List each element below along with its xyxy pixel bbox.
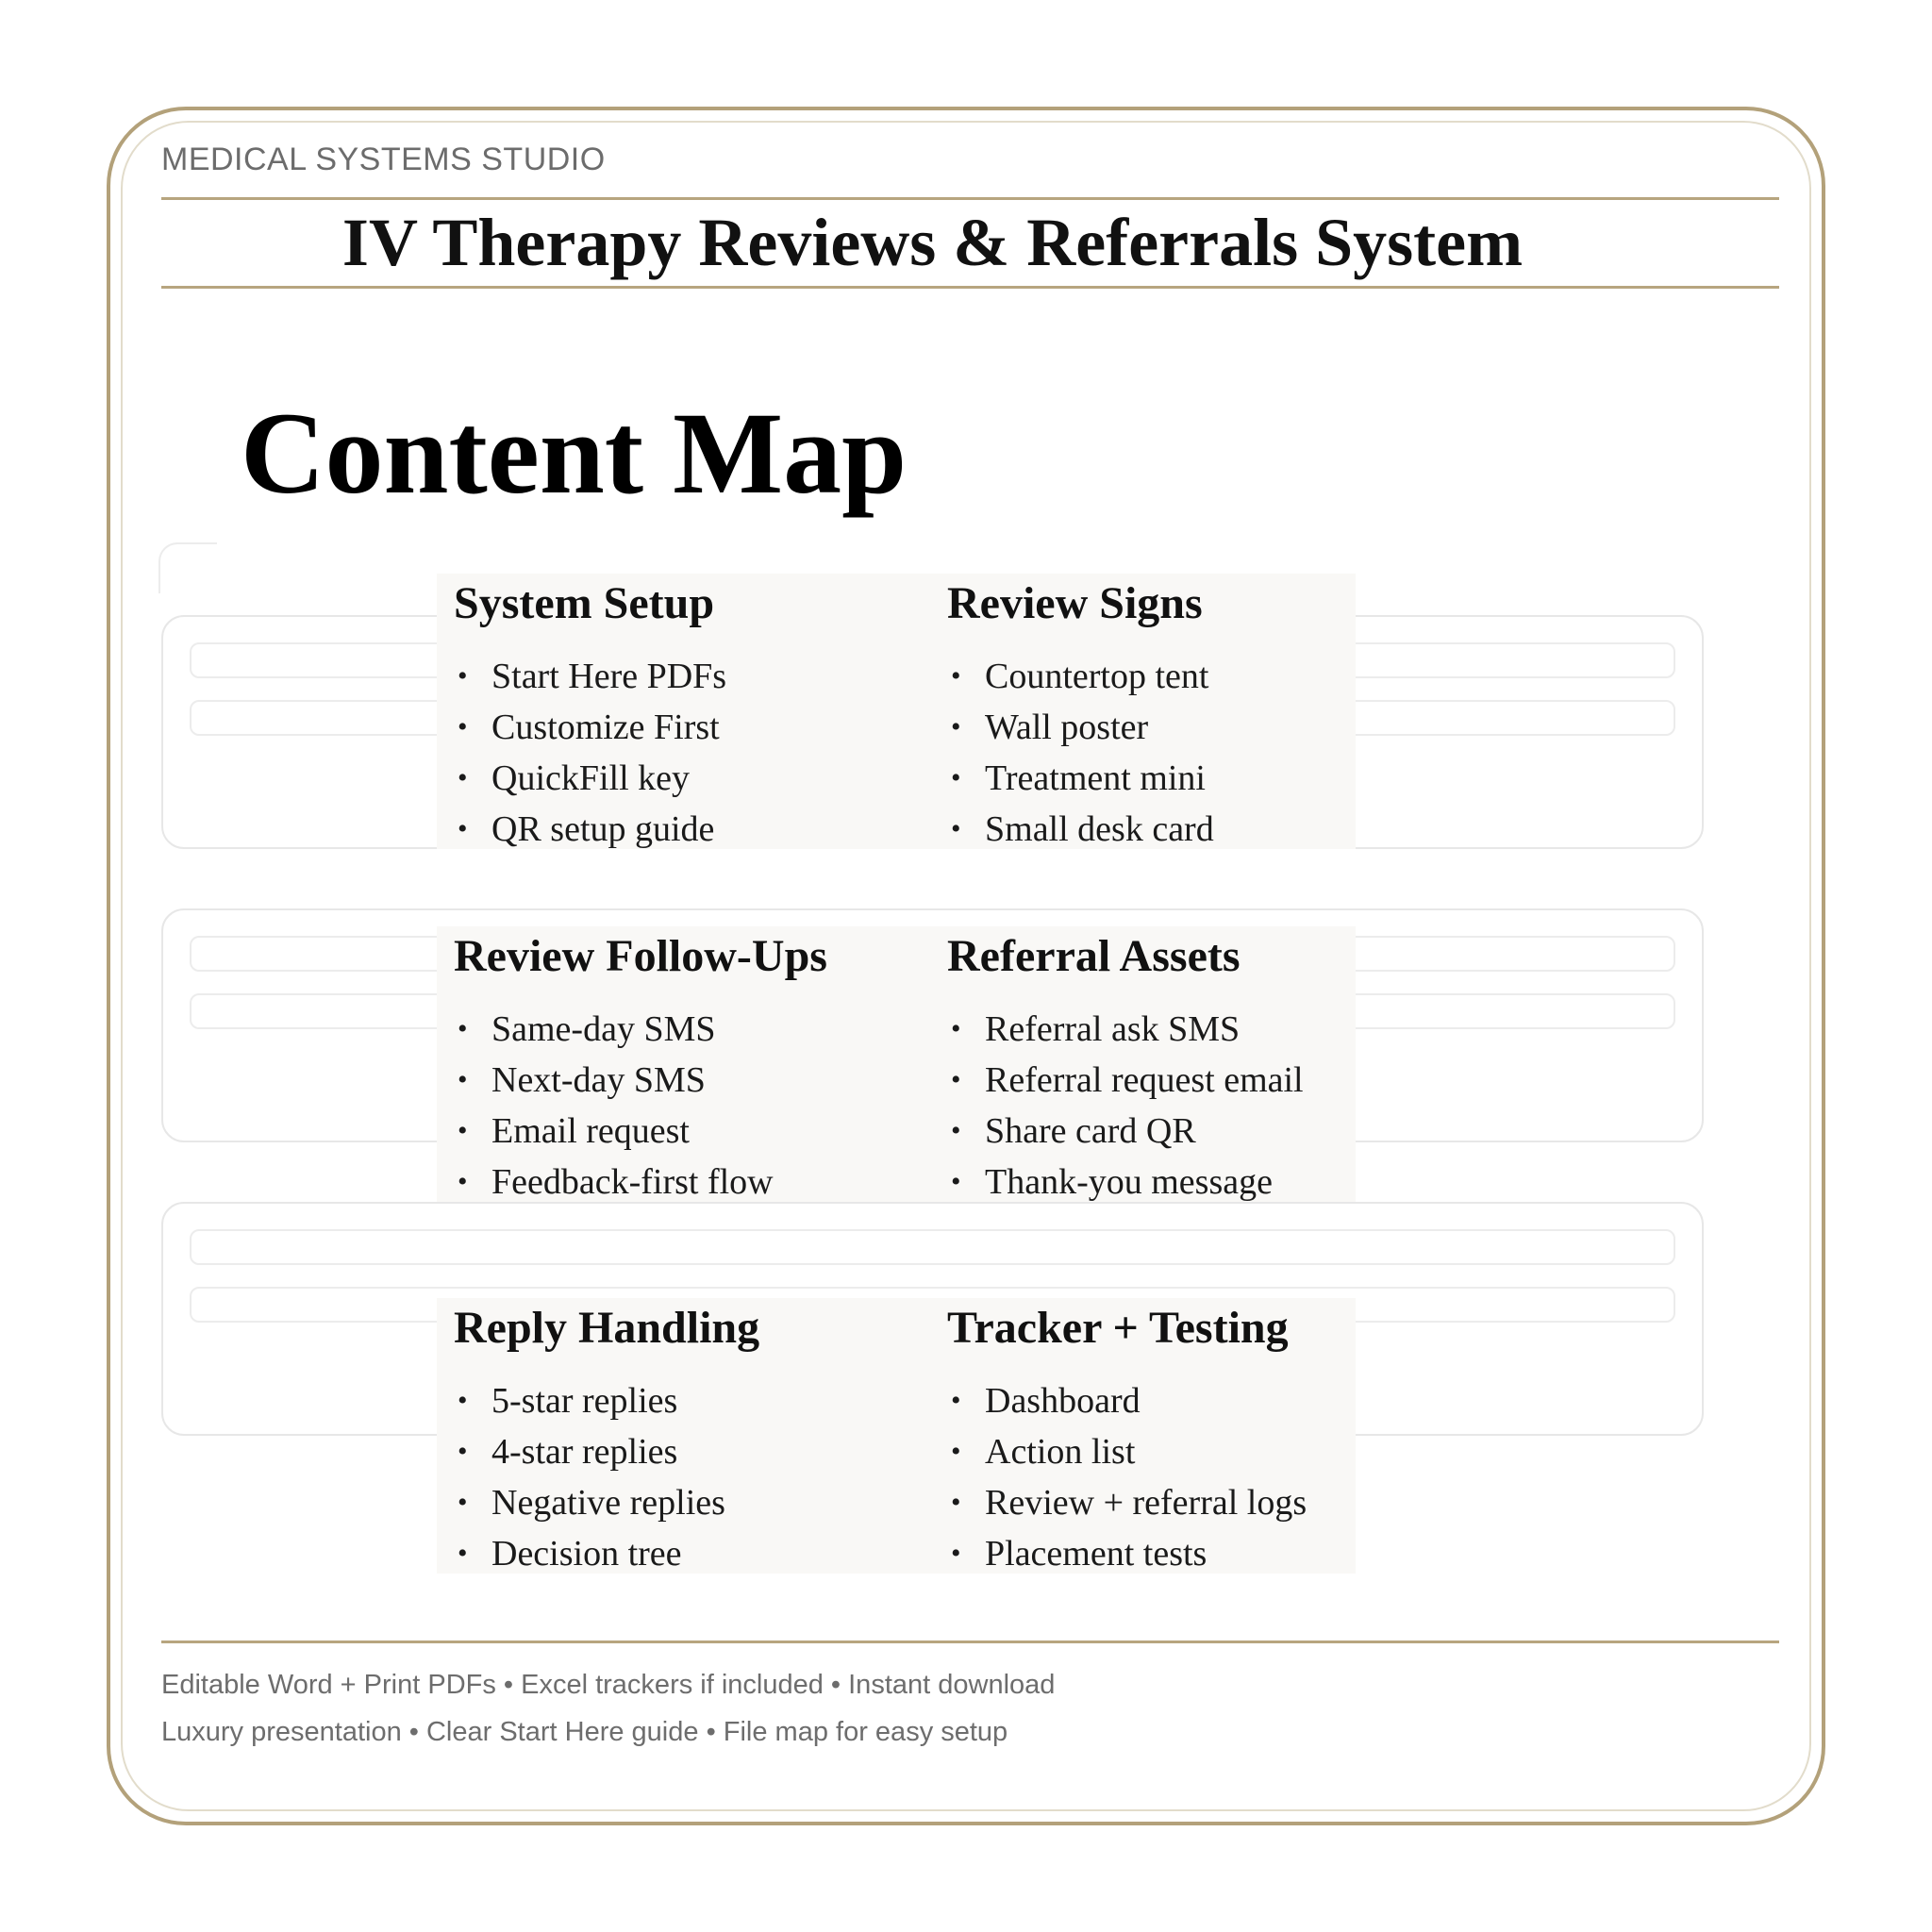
list-item: [947, 1157, 1304, 1208]
list-item: [454, 753, 726, 804]
list-item-label: Next-day SMS: [491, 1060, 706, 1100]
bullet-icon: •: [951, 813, 961, 844]
list-item: [454, 1106, 774, 1157]
bullet-icon: •: [951, 711, 961, 742]
title-top-rule: [161, 197, 1779, 200]
list-item-label: Action list: [985, 1432, 1136, 1472]
list-item: [454, 1528, 725, 1579]
bullet-icon: •: [951, 1487, 961, 1518]
list-item: [947, 1004, 1304, 1055]
bullet-icon: •: [951, 1064, 961, 1095]
bullet-icon: •: [951, 1385, 961, 1416]
section-heading: Review Signs: [947, 578, 1203, 628]
list-item-label: Negative replies: [491, 1483, 725, 1523]
bullet-icon: •: [458, 1385, 468, 1416]
list-item: [947, 1106, 1304, 1157]
bullet-icon: •: [951, 1013, 961, 1044]
list-item-label: Feedback-first flow: [491, 1162, 774, 1202]
list-item: [947, 1528, 1307, 1579]
section-heading: Reply Handling: [454, 1303, 760, 1353]
list-item-label: Referral ask SMS: [985, 1009, 1241, 1049]
list-item-label: Treatment mini: [985, 758, 1206, 798]
section-heading: Referral Assets: [947, 931, 1241, 981]
section-item-list: [454, 1004, 774, 1208]
bullet-icon: •: [458, 660, 468, 691]
section-item-list: [947, 1375, 1307, 1579]
list-item: [454, 1004, 774, 1055]
content-panel-row-2: [437, 926, 1356, 1202]
section-heading: Review Follow-Ups: [454, 931, 827, 981]
title-bottom-rule: [161, 286, 1779, 289]
bullet-icon: •: [951, 762, 961, 793]
section-heading: System Setup: [454, 578, 715, 628]
list-item: [454, 702, 726, 753]
list-item-label: Countertop tent: [985, 657, 1209, 696]
document-title: IV Therapy Reviews & Referrals System: [341, 205, 1524, 280]
list-item: [947, 702, 1214, 753]
bullet-icon: •: [458, 711, 468, 742]
footer-rule: [161, 1641, 1779, 1643]
list-item-label: Same-day SMS: [491, 1009, 716, 1049]
bullet-icon: •: [458, 1166, 468, 1197]
section-item-list: [454, 651, 726, 855]
list-item-label: 4-star replies: [491, 1432, 678, 1472]
list-item: [947, 1375, 1307, 1426]
list-item: [454, 1375, 725, 1426]
section-item-list: [454, 1375, 725, 1579]
bullet-icon: •: [458, 1436, 468, 1467]
brand-label: MEDICAL SYSTEMS STUDIO: [161, 142, 606, 177]
bullet-icon: •: [458, 1115, 468, 1146]
list-item-label: 5-star replies: [491, 1381, 678, 1421]
ghost-field: [190, 1229, 1675, 1265]
list-item: [947, 804, 1214, 855]
bullet-icon: •: [458, 762, 468, 793]
bullet-icon: •: [458, 813, 468, 844]
list-item-label: Decision tree: [491, 1534, 682, 1574]
footer-features-line: Editable Word + Print PDFs • Excel trackers if included • Instant download: [161, 1670, 1056, 1700]
list-item: [454, 1426, 725, 1477]
list-item-label: Small desk card: [985, 809, 1214, 849]
list-item: [454, 1477, 725, 1528]
list-item: [947, 1477, 1307, 1528]
bullet-icon: •: [951, 1166, 961, 1197]
list-item-label: Customize First: [491, 708, 720, 747]
list-item: [454, 651, 726, 702]
list-item-label: Thank-you message: [985, 1162, 1273, 1202]
list-item: [454, 804, 726, 855]
footer-benefits-line: Luxury presentation • Clear Start Here guide • File map for easy setup: [161, 1717, 1008, 1747]
bullet-icon: •: [458, 1487, 468, 1518]
list-item-label: Email request: [491, 1111, 690, 1151]
list-item: [947, 1055, 1304, 1106]
list-item-label: Start Here PDFs: [491, 657, 727, 696]
section-item-list: [947, 651, 1214, 855]
list-item-label: Dashboard: [985, 1381, 1141, 1421]
bullet-icon: •: [951, 1436, 961, 1467]
bullet-icon: •: [951, 1538, 961, 1569]
list-item: [454, 1055, 774, 1106]
list-item-label: Wall poster: [985, 708, 1149, 747]
content-panel-row-1: [437, 574, 1356, 849]
list-item: [947, 1426, 1307, 1477]
content-panel-row-3: [437, 1298, 1356, 1574]
page-title: Content Map: [241, 389, 908, 518]
list-item-label: Placement tests: [985, 1534, 1208, 1574]
list-item: [454, 1157, 774, 1208]
bullet-icon: •: [458, 1064, 468, 1095]
bullet-icon: •: [458, 1013, 468, 1044]
list-item-label: Review + referral logs: [985, 1483, 1307, 1523]
list-item-label: QuickFill key: [491, 758, 691, 798]
list-item-label: Share card QR: [985, 1111, 1196, 1151]
list-item-label: Referral request email: [985, 1060, 1304, 1100]
list-item-label: QR setup guide: [491, 809, 715, 849]
ghost-tab-outline: [158, 542, 217, 593]
section-item-list: [947, 1004, 1304, 1208]
bullet-icon: •: [458, 1538, 468, 1569]
bullet-icon: •: [951, 1115, 961, 1146]
list-item: [947, 753, 1214, 804]
list-item: [947, 651, 1214, 702]
bullet-icon: •: [951, 660, 961, 691]
section-heading: Tracker + Testing: [947, 1303, 1289, 1353]
